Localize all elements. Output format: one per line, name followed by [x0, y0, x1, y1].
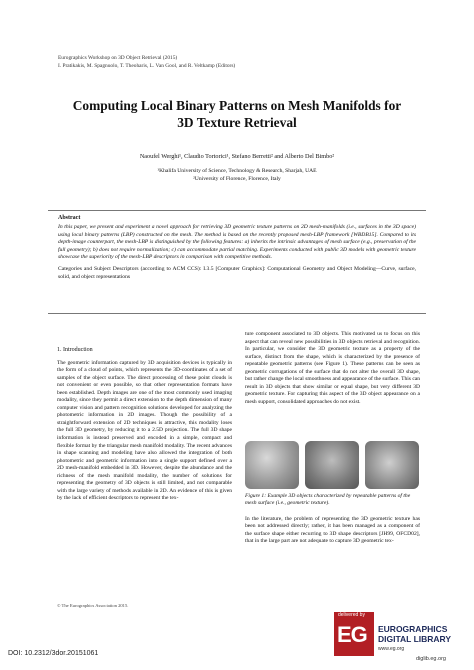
title-line-2: 3D Texture Retrieval: [177, 115, 297, 130]
abstract-heading: Abstract: [58, 215, 81, 221]
figure-1-images: [245, 441, 420, 489]
figure-thumbnail-2: [305, 441, 359, 489]
figure-thumbnail-3: [365, 441, 419, 489]
title-line-1: Computing Local Binary Patterns on Mesh Manifolds for: [72, 98, 402, 113]
right-paragraph-2: In the literature, the problem of representing the 3D geometric texture has been not addressed directly; rather, it has been managed as a component of the surface shape either recurring to 3D shape descriptors [JH99, OFCD02], that in the large part are not adequate to capture 3D geometric tex-: [245, 515, 420, 545]
abstract-box: [48, 210, 426, 314]
eg-url: www.eg.org: [378, 646, 405, 652]
running-header: [58, 55, 235, 70]
doi-link[interactable]: DOI: 10.2312/3dor.20151061: [8, 650, 99, 657]
right-paragraph-1: ture component associated to 3D objects. This motivated us to focus on this aspect that can reveal new possibilities in 3D objects retrieval and recognition. In particular, we consider the 3D geometric texture as a property of the surface, distinct from the shape, which is characterized by the presence of repeatable geometric patterns (see Figure 1). These patterns can be seen as geometric corrugations of the surface that do not alter the overall 3D shape, but rather change the local smoothness and appearance of the surface. This can result in 3D objects that show similar or equal shape, but very different 3D geometric texture. For capturing this aspect of the 3D object appearance on a mesh support, consolidated approaches do not exist.: [245, 331, 421, 405]
eg-logo-name: [378, 624, 451, 644]
abstract-text: In this paper, we present and experiment a novel approach for retrieving 3D geometric texture patterns on 2D mesh-manifolds (i.e., surfaces in the 3D space) using local binary patterns (LBP) constructed on the mesh. The method is based on the recently proposed mesh-LBP framework [WBDB15]. Compared to its depth-image counterpart, the mesh-LBP is distinguished by the following features: a) inherits the intrinsic advantages of mesh surface (e.g., preservation of the full geometry); b) does not require normalization; c) can accommodate partial matching. Experiments conducted with public 3D models with geometric texture showcase the superiority of the mesh-LBP descriptors in comparison with competitive methods.: [58, 224, 416, 261]
affiliations: [0, 168, 474, 183]
copyright-notice: © The Eurographics Association 2015.: [57, 603, 129, 608]
delivered-by-label: delivered by: [338, 612, 365, 618]
authors: Naoufel Werghi¹, Claudio Tortorici¹, Stefano Berretti² and Alberto Del Bimbo²: [139, 153, 335, 160]
eg-name-line-1: EUROGRAPHICS: [378, 624, 448, 634]
eg-logo-box: [334, 612, 374, 656]
header-line-1: Eurographics Workshop on 3D Object Retrieval (2015): [58, 55, 178, 61]
figure-1-caption: [245, 493, 420, 545]
right-column: [245, 331, 420, 406]
figure-thumbnail-1: [245, 441, 299, 489]
affiliation-2: ²University of Florence, Florence, Italy: [193, 175, 281, 182]
eg-name-line-2: DIGITAL LIBRARY: [378, 634, 452, 644]
eurographics-logo[interactable]: [334, 612, 466, 664]
header-line-2: I. Pratikakis, M. Spagnuolo, T. Theoharis, L. Van Gool, and R. Veltkamp (Editors): [58, 62, 236, 69]
left-column: [57, 347, 232, 503]
caption-text: Figure 1: Example 3D objects characterized by repeatable patterns of the mesh surface (i.e., geometric texture).: [245, 493, 411, 507]
diglib-url: diglib.eg.org: [416, 656, 446, 662]
section-heading-introduction: 1. Introduction: [57, 347, 93, 353]
paper-title: [40, 97, 434, 131]
eg-logo-letters: EG: [337, 622, 367, 647]
acm-categories: Categories and Subject Descriptors (according to ACM CCS): I.3.5 [Computer Graphics]: Computational Geometry and Object Modeling—Curve, surface, solid, and object representations: [58, 266, 416, 280]
affiliation-1: ¹Khalifa University of Science, Technology & Research, Sharjah, UAE: [157, 168, 317, 174]
intro-paragraph-1: The geometric information captured by 3D acquisition devices is typically in the form of a cloud of points, which represents the 3D-coordinates of a set of samples of the object surface. The direct processing of these point clouds is not convenient or even possible, so that other representation formats have been established. Depth images are one of the most commonly used imaging modality, since they permit a direct extension to the depth dimension of many computer vision and pattern recognition solutions developed for analyzing the photometric information in 2D images. Though the possibility of a straightforward extension of 2D techniques is attractive, this modality loses the full 3D geometry, by reducing it to a 2.5D projection. The full 3D shape information is instead preserved and encoded in a simple, compact and flexible format by the triangular mesh manifold modality. The recent advances in shape scanning and modeling have also allowed the integration of both photometric and geometric information into a single support defined over a 2D mesh-manifold embedded in 3D. However, despite the abundance and the richness of the mesh manifold modality, the number of solutions for representing the geometry of 3D objects is still limited, and not comparable with the large variety of methods available in 2D. An evidence of this is given by the lack of efficient descriptors to represent the tex-: [57, 359, 232, 502]
